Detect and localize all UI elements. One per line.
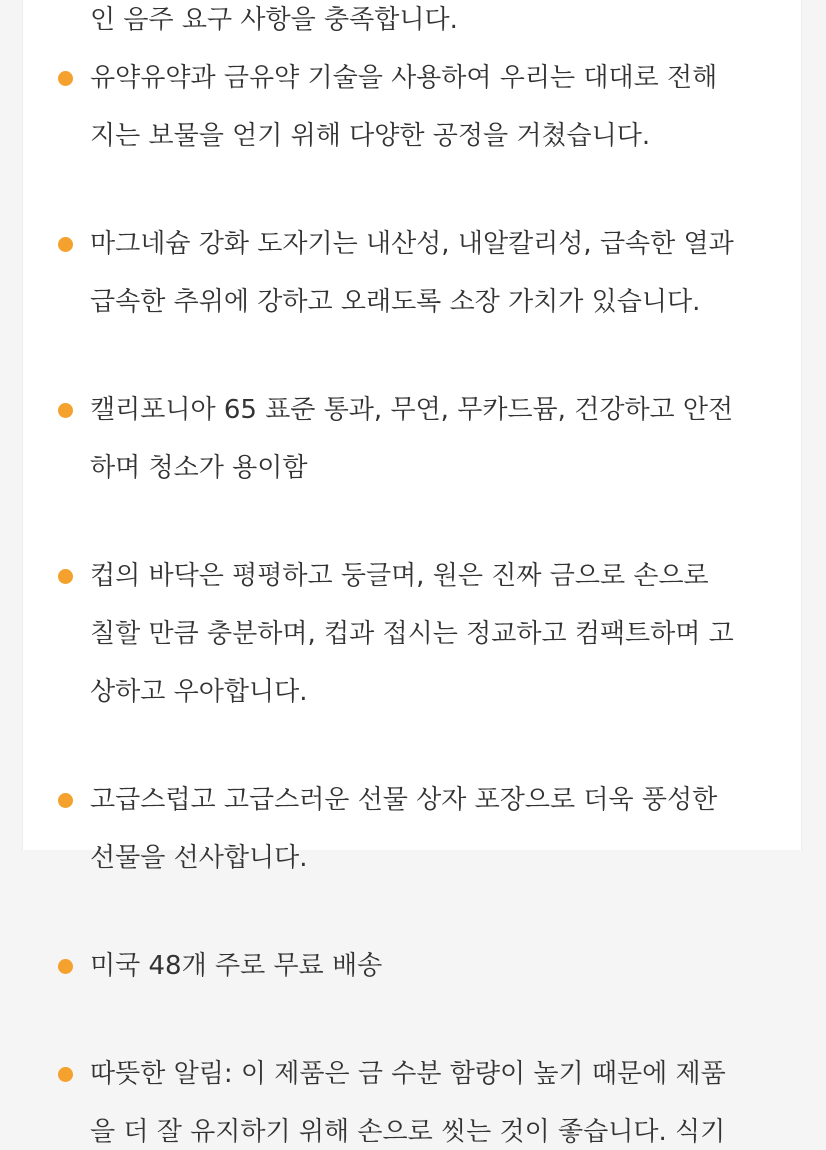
bullet-dot-icon [58,569,73,584]
bullet-dot-icon [58,237,73,252]
feature-text-line: 미국 48개 주로 무료 배송 [90,951,383,981]
bullet-dot-icon [58,1067,73,1082]
feature-text-line: 유약유약과 금유약 기술을 사용하여 우리는 대대로 전해 [90,63,718,93]
feature-text-line: 선물을 선사합니다. [90,843,308,873]
feature-text-line: 마그네슘 강화 도자기는 내산성, 내알칼리성, 급속한 열과 [90,229,734,259]
feature-text-line: 캘리포니아 65 표준 통과, 무연, 무카드뮴, 건강하고 안전 [90,395,734,425]
bullet-dot-icon [58,71,73,86]
bullet-dot-icon [58,403,73,418]
intro-text-line: 인 음주 요구 사항을 충족합니다. [90,5,458,35]
bullet-dot-icon [58,793,73,808]
feature-text-line: 을 더 잘 유지하기 위해 손으로 씻는 것이 좋습니다. 식기 [90,1117,726,1147]
feature-text-line: 지는 보물을 얻기 위해 다양한 공정을 거쳤습니다. [90,121,651,151]
feature-text-line: 고급스럽고 고급스러운 선물 상자 포장으로 더욱 풍성한 [90,785,718,815]
feature-text-line: 컵의 바닥은 평평하고 둥글며, 원은 진짜 금으로 손으로 [90,561,709,591]
feature-text-line: 따뜻한 알림: 이 제품은 금 수분 함량이 높기 때문에 제품 [90,1059,726,1089]
feature-text-line: 하며 청소가 용이함 [90,453,308,483]
feature-text-line: 급속한 추위에 강하고 오래도록 소장 가치가 있습니다. [90,287,701,317]
feature-text-line: 칠할 만큼 충분하며, 컵과 접시는 정교하고 컴팩트하며 고 [90,619,734,649]
bullet-dot-icon [58,959,73,974]
feature-text-line: 상하고 우아합니다. [90,677,308,707]
